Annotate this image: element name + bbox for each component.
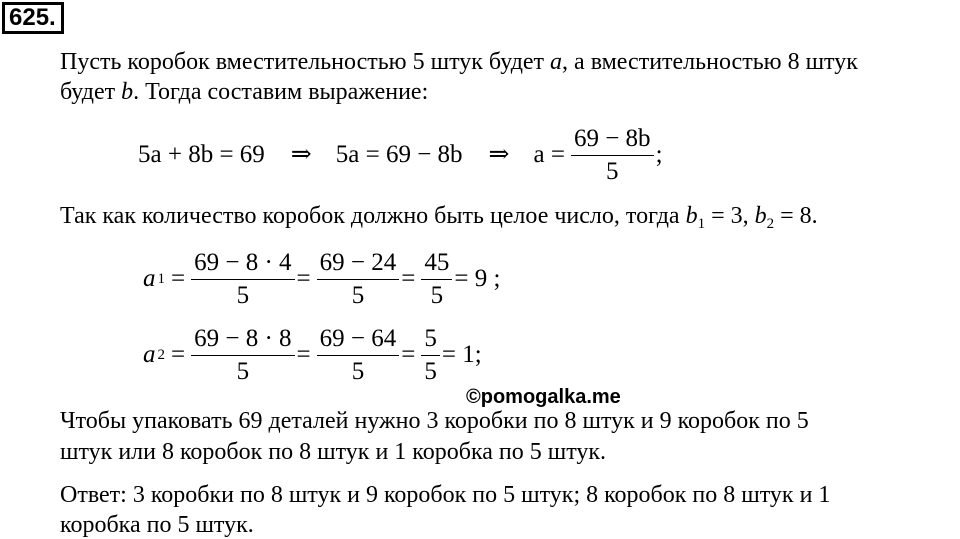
a1-equals-3: = — [401, 265, 416, 292]
a2-fraction-3 — [421, 325, 440, 386]
b1-variable: b — [685, 203, 698, 229]
a2-fraction-3-denominator: 5 — [424, 357, 437, 385]
conclusion-line-1: Чтобы упаковать 69 деталей нужно 3 коробки по 8 штук и 9 коробок по 5 — [60, 408, 809, 434]
answer-line-2: коробка по 5 штук. — [60, 512, 254, 538]
intro-text-1b: , а вместительностью 8 штук — [562, 49, 858, 75]
a2-subscript: 2 — [157, 347, 165, 363]
a2-fraction-2-numerator: 69 − 64 — [319, 324, 397, 352]
equation-2: 5a = 69 − 8b — [335, 141, 463, 168]
a1-fraction-1 — [191, 249, 294, 310]
a2-equals: = — [171, 341, 186, 368]
a1-subscript: 1 — [157, 271, 165, 287]
condition-line — [60, 202, 818, 238]
equation-3-end: ; — [655, 141, 663, 168]
watermark: ©pomogalka.me — [466, 386, 621, 408]
condition-text: Так как количество коробок должно быть целое число, тогда — [60, 203, 686, 229]
a1-fraction-3-numerator: 45 — [424, 248, 450, 276]
answer-line-1: Ответ: 3 коробки по 8 штук и 9 коробок по 5 штук; 8 коробок по 8 штук и 1 — [60, 482, 831, 508]
a1-variable: a — [143, 265, 156, 292]
fraction-denominator: 5 — [606, 157, 619, 185]
calc-a2-line — [143, 320, 484, 390]
a1-fraction-2-denominator: 5 — [351, 281, 365, 309]
a2-fraction-2-denominator: 5 — [351, 357, 365, 385]
a1-fraction-2 — [317, 249, 400, 310]
b1-value: = 3, — [705, 203, 755, 229]
equation-line — [138, 120, 665, 190]
calc-a1-line — [143, 244, 502, 314]
a2-fraction-1 — [191, 325, 294, 386]
a2-variable: a — [143, 341, 156, 368]
variable-b: b — [121, 79, 134, 105]
b1-subscript: 1 — [697, 216, 706, 232]
a1-fraction-1-numerator: 69 − 8 · 4 — [194, 248, 292, 276]
a1-fraction-1-denominator: 5 — [236, 281, 250, 309]
a1-equals: = — [171, 265, 186, 292]
implies-symbol-2: ⇒ — [488, 141, 510, 168]
a1-equals-2: = — [296, 265, 311, 292]
a2-fraction-2 — [317, 325, 400, 386]
intro-text-1a: Пусть коробок вместительностью 5 штук будет — [60, 49, 551, 75]
fraction-numerator: 69 − 8b — [573, 124, 651, 152]
implies-symbol-1: ⇒ — [290, 141, 312, 168]
variable-a: a — [550, 49, 563, 75]
b2-subscript: 2 — [766, 216, 775, 232]
intro-text-2b: . Тогда составим выражение: — [133, 79, 429, 105]
a2-fraction-1-numerator: 69 − 8 · 8 — [194, 324, 292, 352]
a2-fraction-1-denominator: 5 — [236, 357, 250, 385]
problem-number: 625. — [2, 2, 64, 34]
a2-result: = 1; — [441, 341, 482, 368]
equation-3-lhs: a = — [533, 141, 565, 168]
a2-equals-2: = — [296, 341, 311, 368]
equation-1: 5a + 8b = 69 — [138, 141, 265, 168]
a1-result: = 9 ; — [454, 265, 501, 292]
conclusion-line-2: штук или 8 коробок по 8 штук и 1 коробка по 5 штук. — [60, 439, 607, 465]
b2-value: = 8. — [774, 203, 818, 229]
b2-variable: b — [754, 203, 767, 229]
intro-line-1 — [60, 48, 858, 76]
intro-text-2a: будет — [60, 79, 122, 105]
equation-3-fraction — [571, 125, 654, 186]
a1-fraction-3-denominator: 5 — [430, 281, 444, 309]
intro-line-2 — [60, 78, 428, 106]
a1-fraction-2-numerator: 69 − 24 — [319, 248, 397, 276]
a1-fraction-3 — [421, 249, 452, 310]
a2-equals-3: = — [401, 341, 416, 368]
a2-fraction-3-numerator: 5 — [424, 324, 437, 352]
